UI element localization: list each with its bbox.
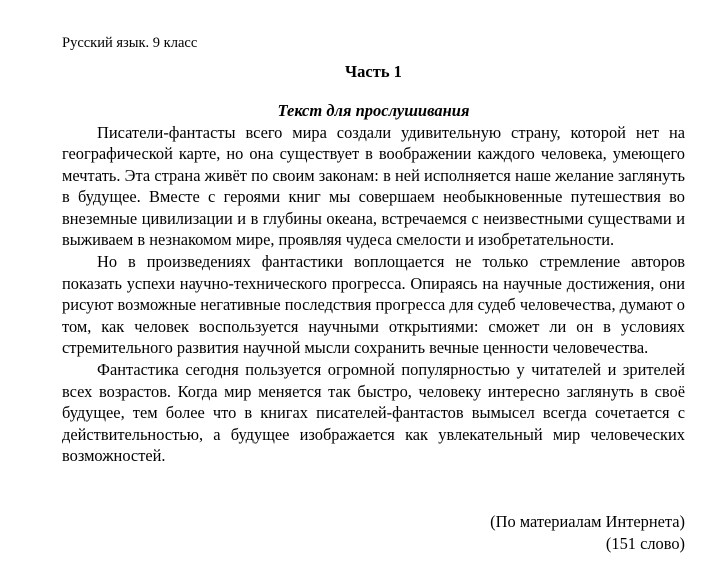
part-title: Часть 1: [345, 62, 402, 81]
paragraph-1: Писатели-фантасты всего мира создали удивительную страну, которой нет на географической карте, но она существует в воображении каждого человека, умеющего мечтать. Эта страна живёт по своим законам: в ней исполняется наше желание заглянуть в будущее. Вместе с героями книг мы совершаем необыкновенные путешествия во внеземные цивилизации и в глубины океана, встречаемся с неизвестными существами и выживаем в незнакомом мире, проявляя чудеса смелости и изобретательности.: [62, 122, 685, 250]
listening-text-title: Текст для прослушивания: [277, 101, 470, 120]
page-header: Русский язык. 9 класс: [62, 35, 198, 51]
word-count: (151 слово): [605, 533, 685, 553]
paragraph-3: Фантастика сегодня пользуется огромной популярностью у читателей и зрителей всех возрастов. Когда мир меняется так быстро, человеку интересно заглянуть в своё будущее, тем более что в книгах писателей-фантастов вымысел всегда сочетается с действительностью, а будущее изображается как увлекательный мир человеческих возможностей.: [62, 360, 685, 466]
text-source: (По материалам Интернета): [490, 512, 685, 531]
paragraph-2: Но в произведениях фантастики воплощается не только стремление авторов показать успехи научно-технического прогресса. Опираясь на научные достижения, они рисуют возможные негативные последствия прогресса для судеб человечества, думают о том, как человек воспользуется научными открытиями: сможет ли он в условиях стремительного развития научной мысли сохранить вечные ценности человечества.: [62, 252, 685, 358]
listening-text-body: [62, 122, 685, 468]
